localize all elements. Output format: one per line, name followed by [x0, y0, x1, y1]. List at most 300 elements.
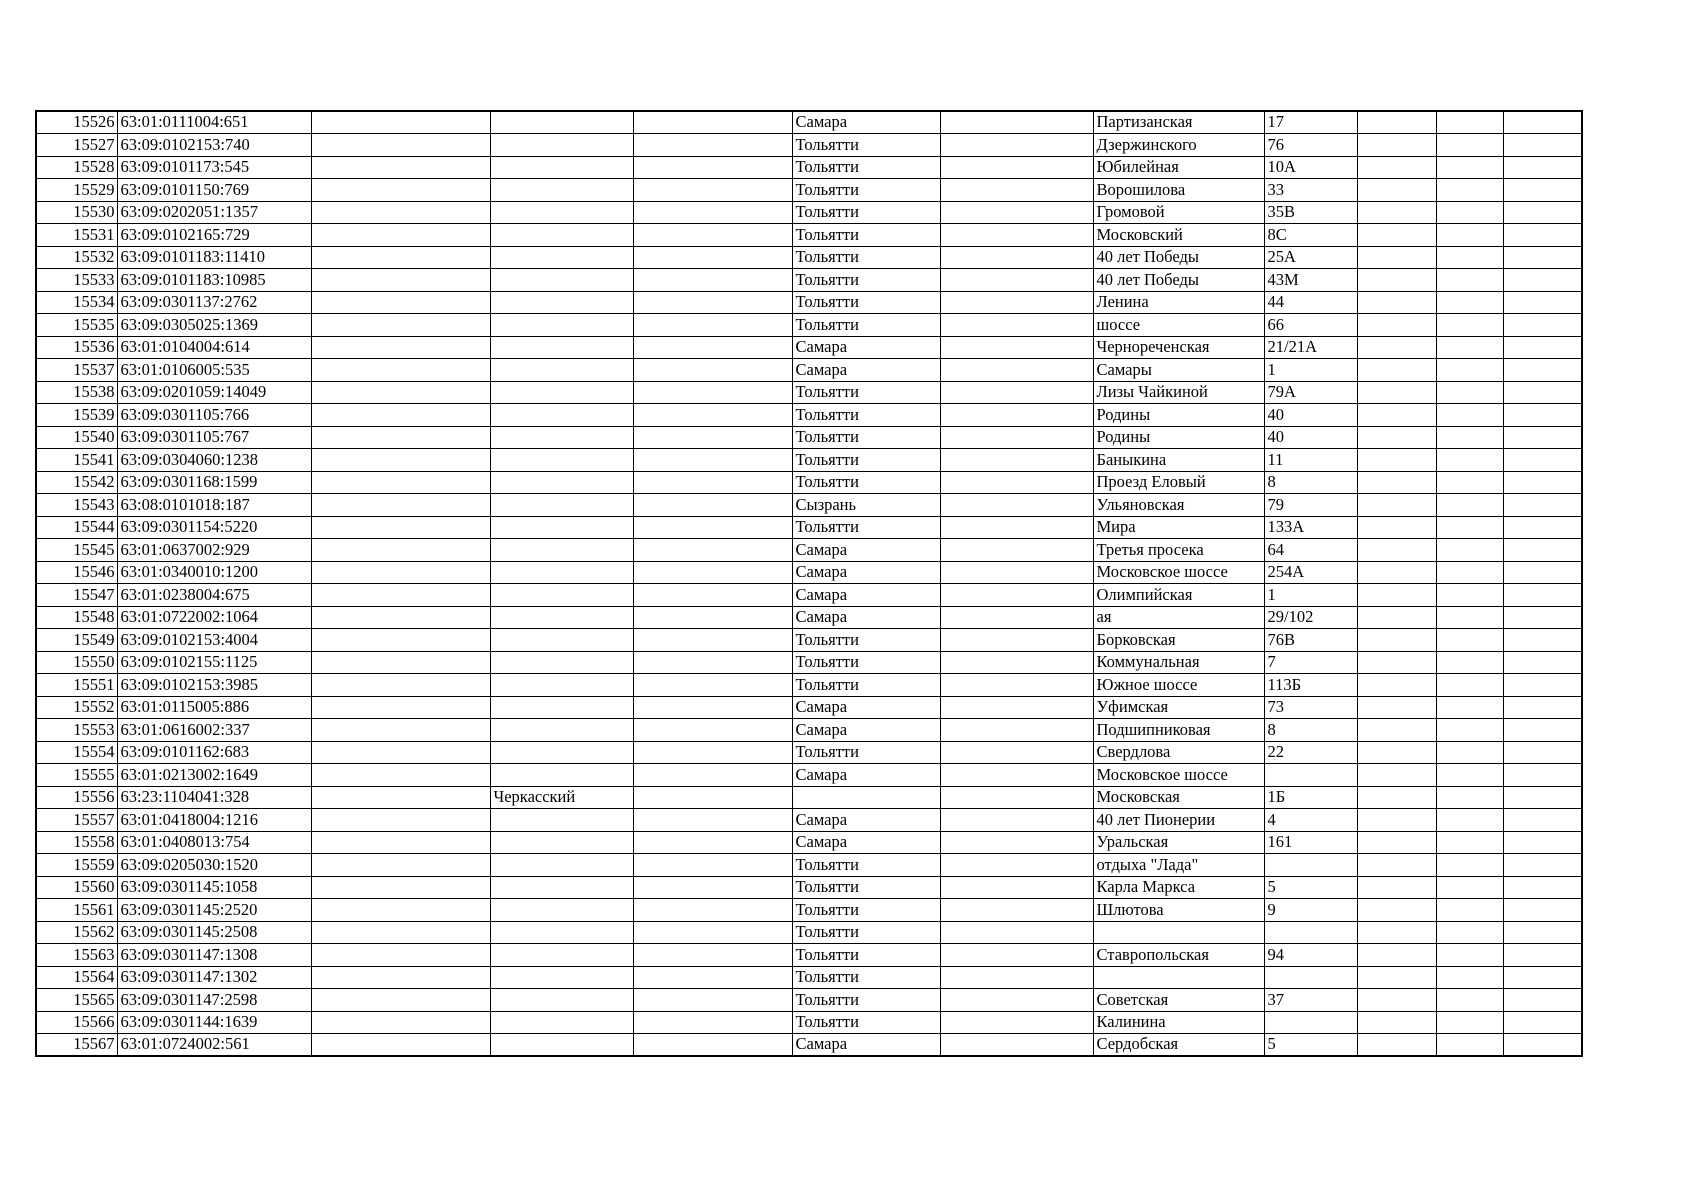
cell-c12 [1503, 359, 1582, 382]
cell-c3 [311, 876, 490, 899]
cell-cadastral: 63:09:0101162:683 [117, 741, 311, 764]
cell-c4 [490, 336, 633, 359]
cell-c7 [940, 831, 1093, 854]
table-row [36, 921, 1582, 944]
cell-c11 [1436, 269, 1503, 292]
cell-c12 [1503, 1034, 1582, 1057]
cell-num: 15564 [36, 966, 117, 989]
cell-c5 [633, 246, 792, 269]
cell-house: 1 [1264, 584, 1357, 607]
cell-house: 8 [1264, 719, 1357, 742]
cell-c12 [1503, 561, 1582, 584]
cell-c11 [1436, 651, 1503, 674]
cell-c7 [940, 404, 1093, 427]
table-row [36, 449, 1582, 472]
table-row [36, 291, 1582, 314]
cell-street: 40 лет Победы [1093, 269, 1264, 292]
cell-street: Баныкина [1093, 449, 1264, 472]
cell-c10 [1357, 269, 1436, 292]
cell-house: 64 [1264, 539, 1357, 562]
cell-c3 [311, 516, 490, 539]
cell-num: 15526 [36, 111, 117, 134]
cell-c11 [1436, 224, 1503, 247]
cell-c11 [1436, 156, 1503, 179]
cell-c12 [1503, 854, 1582, 877]
cell-city: Самара [792, 831, 940, 854]
cell-house: 94 [1264, 944, 1357, 967]
cell-c5 [633, 696, 792, 719]
cell-c10 [1357, 449, 1436, 472]
cell-c10 [1357, 606, 1436, 629]
cell-c10 [1357, 381, 1436, 404]
cell-c5 [633, 291, 792, 314]
cell-c3 [311, 224, 490, 247]
cell-house: 8С [1264, 224, 1357, 247]
cell-c5 [633, 1011, 792, 1034]
cell-cadastral: 63:09:0301168:1599 [117, 471, 311, 494]
cell-street: Московское шоссе [1093, 764, 1264, 787]
cell-c11 [1436, 674, 1503, 697]
cell-street: Подшипниковая [1093, 719, 1264, 742]
cell-c5 [633, 651, 792, 674]
cell-num: 15540 [36, 426, 117, 449]
table-row [36, 651, 1582, 674]
cell-num: 15546 [36, 561, 117, 584]
cell-city: Самара [792, 606, 940, 629]
cell-c11 [1436, 854, 1503, 877]
cell-c10 [1357, 404, 1436, 427]
cell-c10 [1357, 989, 1436, 1012]
table-row [36, 246, 1582, 269]
cell-c4 [490, 111, 633, 134]
cell-cadastral: 63:09:0301105:767 [117, 426, 311, 449]
cell-c5 [633, 786, 792, 809]
cell-c5 [633, 741, 792, 764]
cell-c4 [490, 1011, 633, 1034]
cell-street: 40 лет Победы [1093, 246, 1264, 269]
cell-city: Тольятти [792, 291, 940, 314]
cell-num: 15542 [36, 471, 117, 494]
cell-house [1264, 966, 1357, 989]
cell-c5 [633, 876, 792, 899]
cell-city: Тольятти [792, 989, 940, 1012]
cell-street [1093, 921, 1264, 944]
cell-c12 [1503, 539, 1582, 562]
cell-c10 [1357, 899, 1436, 922]
cell-num: 15554 [36, 741, 117, 764]
cell-c11 [1436, 111, 1503, 134]
cell-c12 [1503, 809, 1582, 832]
cell-city: Самара [792, 336, 940, 359]
cell-num: 15541 [36, 449, 117, 472]
cell-c4 [490, 314, 633, 337]
cell-city: Самара [792, 111, 940, 134]
cell-c7 [940, 1034, 1093, 1057]
cell-c4 [490, 224, 633, 247]
cell-c3 [311, 269, 490, 292]
cell-city: Самара [792, 539, 940, 562]
cell-num: 15551 [36, 674, 117, 697]
cell-cadastral: 63:09:0305025:1369 [117, 314, 311, 337]
cell-c12 [1503, 179, 1582, 202]
cell-house: 9 [1264, 899, 1357, 922]
cell-street: Советская [1093, 989, 1264, 1012]
cell-c11 [1436, 764, 1503, 787]
cell-house: 37 [1264, 989, 1357, 1012]
cell-c11 [1436, 336, 1503, 359]
cell-c10 [1357, 1011, 1436, 1034]
cell-c3 [311, 764, 490, 787]
table-row [36, 1011, 1582, 1034]
table-row [36, 336, 1582, 359]
cell-c12 [1503, 876, 1582, 899]
cell-c3 [311, 336, 490, 359]
cell-cadastral: 63:09:0301105:766 [117, 404, 311, 427]
cell-house: 73 [1264, 696, 1357, 719]
cell-city: Сызрань [792, 494, 940, 517]
cell-c12 [1503, 201, 1582, 224]
cell-c12 [1503, 651, 1582, 674]
cell-street: Московское шоссе [1093, 561, 1264, 584]
cell-street: Родины [1093, 426, 1264, 449]
cell-c11 [1436, 831, 1503, 854]
cell-c4 [490, 876, 633, 899]
cell-c4 [490, 269, 633, 292]
cell-c5 [633, 944, 792, 967]
cell-c11 [1436, 584, 1503, 607]
cell-c10 [1357, 494, 1436, 517]
cell-c11 [1436, 404, 1503, 427]
cell-c11 [1436, 629, 1503, 652]
cell-c4 [490, 899, 633, 922]
cell-c7 [940, 291, 1093, 314]
cell-cadastral: 63:01:0616002:337 [117, 719, 311, 742]
cell-street: Громовой [1093, 201, 1264, 224]
cell-c12 [1503, 719, 1582, 742]
cell-c3 [311, 629, 490, 652]
cell-c12 [1503, 696, 1582, 719]
cell-c5 [633, 156, 792, 179]
cell-cadastral: 63:01:0111004:651 [117, 111, 311, 134]
cell-house: 5 [1264, 1034, 1357, 1057]
cell-num: 15560 [36, 876, 117, 899]
cell-c7 [940, 606, 1093, 629]
cell-c7 [940, 1011, 1093, 1034]
cell-num: 15536 [36, 336, 117, 359]
cell-c10 [1357, 246, 1436, 269]
cell-c4 [490, 381, 633, 404]
cell-c7 [940, 111, 1093, 134]
cell-city: Самара [792, 359, 940, 382]
cell-c11 [1436, 1011, 1503, 1034]
cell-cadastral: 63:23:1104041:328 [117, 786, 311, 809]
cell-c11 [1436, 291, 1503, 314]
cell-c4 [490, 471, 633, 494]
cell-c12 [1503, 944, 1582, 967]
cell-city: Тольятти [792, 314, 940, 337]
cell-c10 [1357, 944, 1436, 967]
cell-num: 15545 [36, 539, 117, 562]
cell-cadastral: 63:09:0102155:1125 [117, 651, 311, 674]
cell-street: Чернореченская [1093, 336, 1264, 359]
cell-c7 [940, 719, 1093, 742]
cell-house: 113Б [1264, 674, 1357, 697]
cell-c11 [1436, 921, 1503, 944]
cell-cadastral: 63:09:0301147:2598 [117, 989, 311, 1012]
cell-c7 [940, 449, 1093, 472]
cell-house [1264, 764, 1357, 787]
table-row [36, 201, 1582, 224]
cell-c3 [311, 246, 490, 269]
cell-c7 [940, 561, 1093, 584]
cell-c12 [1503, 606, 1582, 629]
cell-c12 [1503, 111, 1582, 134]
cell-city: Тольятти [792, 156, 940, 179]
cell-cadastral: 63:01:0408013:754 [117, 831, 311, 854]
cell-c12 [1503, 449, 1582, 472]
cell-c7 [940, 269, 1093, 292]
cell-house: 4 [1264, 809, 1357, 832]
cell-c5 [633, 179, 792, 202]
cell-cadastral: 63:08:0101018:187 [117, 494, 311, 517]
table-row [36, 786, 1582, 809]
cell-street: Южное шоссе [1093, 674, 1264, 697]
cell-c4 [490, 606, 633, 629]
cell-c10 [1357, 179, 1436, 202]
cell-c7 [940, 899, 1093, 922]
table-row [36, 516, 1582, 539]
table-row [36, 224, 1582, 247]
cell-c5 [633, 494, 792, 517]
cell-num: 15535 [36, 314, 117, 337]
cell-c4 [490, 291, 633, 314]
cell-c10 [1357, 876, 1436, 899]
cell-num: 15544 [36, 516, 117, 539]
cell-num: 15559 [36, 854, 117, 877]
cell-c12 [1503, 831, 1582, 854]
cell-house: 35В [1264, 201, 1357, 224]
table-row [36, 404, 1582, 427]
cell-city: Тольятти [792, 426, 940, 449]
cell-c10 [1357, 471, 1436, 494]
cell-house: 10А [1264, 156, 1357, 179]
cell-num: 15529 [36, 179, 117, 202]
cell-num: 15557 [36, 809, 117, 832]
cell-c12 [1503, 471, 1582, 494]
table-row [36, 359, 1582, 382]
cell-c10 [1357, 854, 1436, 877]
cell-c10 [1357, 651, 1436, 674]
cell-c7 [940, 359, 1093, 382]
cell-c11 [1436, 944, 1503, 967]
cell-c4 [490, 809, 633, 832]
cell-c12 [1503, 134, 1582, 157]
cell-c5 [633, 854, 792, 877]
cell-house: 5 [1264, 876, 1357, 899]
cell-c11 [1436, 809, 1503, 832]
table-row [36, 179, 1582, 202]
cell-cadastral: 63:09:0102153:3985 [117, 674, 311, 697]
cell-c12 [1503, 336, 1582, 359]
cell-city: Тольятти [792, 269, 940, 292]
cell-c11 [1436, 1034, 1503, 1057]
cell-cadastral: 63:01:0106005:535 [117, 359, 311, 382]
cell-c10 [1357, 921, 1436, 944]
cell-c10 [1357, 111, 1436, 134]
cell-c4 [490, 156, 633, 179]
cell-num: 15565 [36, 989, 117, 1012]
cell-city: Тольятти [792, 944, 940, 967]
cell-c5 [633, 809, 792, 832]
cell-c12 [1503, 426, 1582, 449]
cell-c4 [490, 719, 633, 742]
cell-c3 [311, 539, 490, 562]
cell-street: ая [1093, 606, 1264, 629]
cell-city: Тольятти [792, 224, 940, 247]
cell-cadastral: 63:01:0238004:675 [117, 584, 311, 607]
cell-c11 [1436, 381, 1503, 404]
cell-city: Тольятти [792, 471, 940, 494]
cell-c7 [940, 584, 1093, 607]
cell-house: 1 [1264, 359, 1357, 382]
cell-c11 [1436, 449, 1503, 472]
cell-c5 [633, 449, 792, 472]
cell-num: 15550 [36, 651, 117, 674]
cell-house: 8 [1264, 471, 1357, 494]
table-row [36, 831, 1582, 854]
cell-c11 [1436, 314, 1503, 337]
cell-c7 [940, 809, 1093, 832]
table-row [36, 1034, 1582, 1057]
cell-cadastral: 63:01:0340010:1200 [117, 561, 311, 584]
cell-c4 [490, 359, 633, 382]
cell-c4 [490, 584, 633, 607]
cell-c4 [490, 179, 633, 202]
cell-street: Борковская [1093, 629, 1264, 652]
table-row [36, 944, 1582, 967]
cell-c4 [490, 629, 633, 652]
cell-c5 [633, 539, 792, 562]
cell-c7 [940, 179, 1093, 202]
cell-c7 [940, 426, 1093, 449]
cell-c12 [1503, 584, 1582, 607]
cell-c7 [940, 494, 1093, 517]
cell-c3 [311, 156, 490, 179]
cell-house [1264, 921, 1357, 944]
cell-num: 15528 [36, 156, 117, 179]
cell-c3 [311, 134, 490, 157]
cell-c5 [633, 561, 792, 584]
cell-c12 [1503, 741, 1582, 764]
cell-c10 [1357, 359, 1436, 382]
cell-street: Сердобская [1093, 1034, 1264, 1057]
cell-city: Самара [792, 584, 940, 607]
cell-c3 [311, 741, 490, 764]
cell-c12 [1503, 381, 1582, 404]
cell-num: 15533 [36, 269, 117, 292]
cell-city: Тольятти [792, 899, 940, 922]
cell-c10 [1357, 134, 1436, 157]
cell-c7 [940, 786, 1093, 809]
cell-house: 7 [1264, 651, 1357, 674]
cell-city: Тольятти [792, 381, 940, 404]
cell-c12 [1503, 674, 1582, 697]
cell-num: 15567 [36, 1034, 117, 1057]
cell-street: Коммунальная [1093, 651, 1264, 674]
table-row [36, 966, 1582, 989]
cell-cadastral: 63:01:0724002:561 [117, 1034, 311, 1057]
cell-c3 [311, 921, 490, 944]
cell-c4 [490, 201, 633, 224]
cell-c4 [490, 404, 633, 427]
cell-c10 [1357, 314, 1436, 337]
cell-city [792, 786, 940, 809]
cell-street: Карла Маркса [1093, 876, 1264, 899]
cell-c5 [633, 134, 792, 157]
cell-city: Тольятти [792, 1011, 940, 1034]
cell-city: Тольятти [792, 449, 940, 472]
cell-c5 [633, 674, 792, 697]
table-row [36, 111, 1582, 134]
cell-c7 [940, 471, 1093, 494]
cell-num: 15553 [36, 719, 117, 742]
cell-c7 [940, 741, 1093, 764]
cell-c5 [633, 359, 792, 382]
cell-c7 [940, 854, 1093, 877]
cell-city: Тольятти [792, 179, 940, 202]
cell-c7 [940, 989, 1093, 1012]
cell-c3 [311, 561, 490, 584]
cell-c5 [633, 921, 792, 944]
cell-house: 66 [1264, 314, 1357, 337]
table-row [36, 584, 1582, 607]
cell-c10 [1357, 561, 1436, 584]
cell-num: 15563 [36, 944, 117, 967]
cell-c12 [1503, 291, 1582, 314]
table-row [36, 494, 1582, 517]
cell-c11 [1436, 426, 1503, 449]
cell-c10 [1357, 539, 1436, 562]
cell-city: Самара [792, 719, 940, 742]
cell-cadastral: 63:09:0301144:1639 [117, 1011, 311, 1034]
cell-c11 [1436, 606, 1503, 629]
cell-house: 76 [1264, 134, 1357, 157]
cell-c10 [1357, 674, 1436, 697]
cell-city: Тольятти [792, 876, 940, 899]
cell-num: 15527 [36, 134, 117, 157]
cell-c4 [490, 854, 633, 877]
table-row [36, 134, 1582, 157]
cell-c7 [940, 516, 1093, 539]
cell-c5 [633, 111, 792, 134]
cell-city: Тольятти [792, 966, 940, 989]
cell-c4 [490, 516, 633, 539]
cell-street: Московский [1093, 224, 1264, 247]
cell-c7 [940, 876, 1093, 899]
cell-c4 [490, 921, 633, 944]
cell-c11 [1436, 179, 1503, 202]
cell-c10 [1357, 291, 1436, 314]
cell-c10 [1357, 966, 1436, 989]
cell-c3 [311, 494, 490, 517]
cell-house: 29/102 [1264, 606, 1357, 629]
cell-street: Самары [1093, 359, 1264, 382]
table-row [36, 426, 1582, 449]
cell-c12 [1503, 224, 1582, 247]
cell-c5 [633, 314, 792, 337]
cell-house: 79А [1264, 381, 1357, 404]
cell-c4 [490, 696, 633, 719]
